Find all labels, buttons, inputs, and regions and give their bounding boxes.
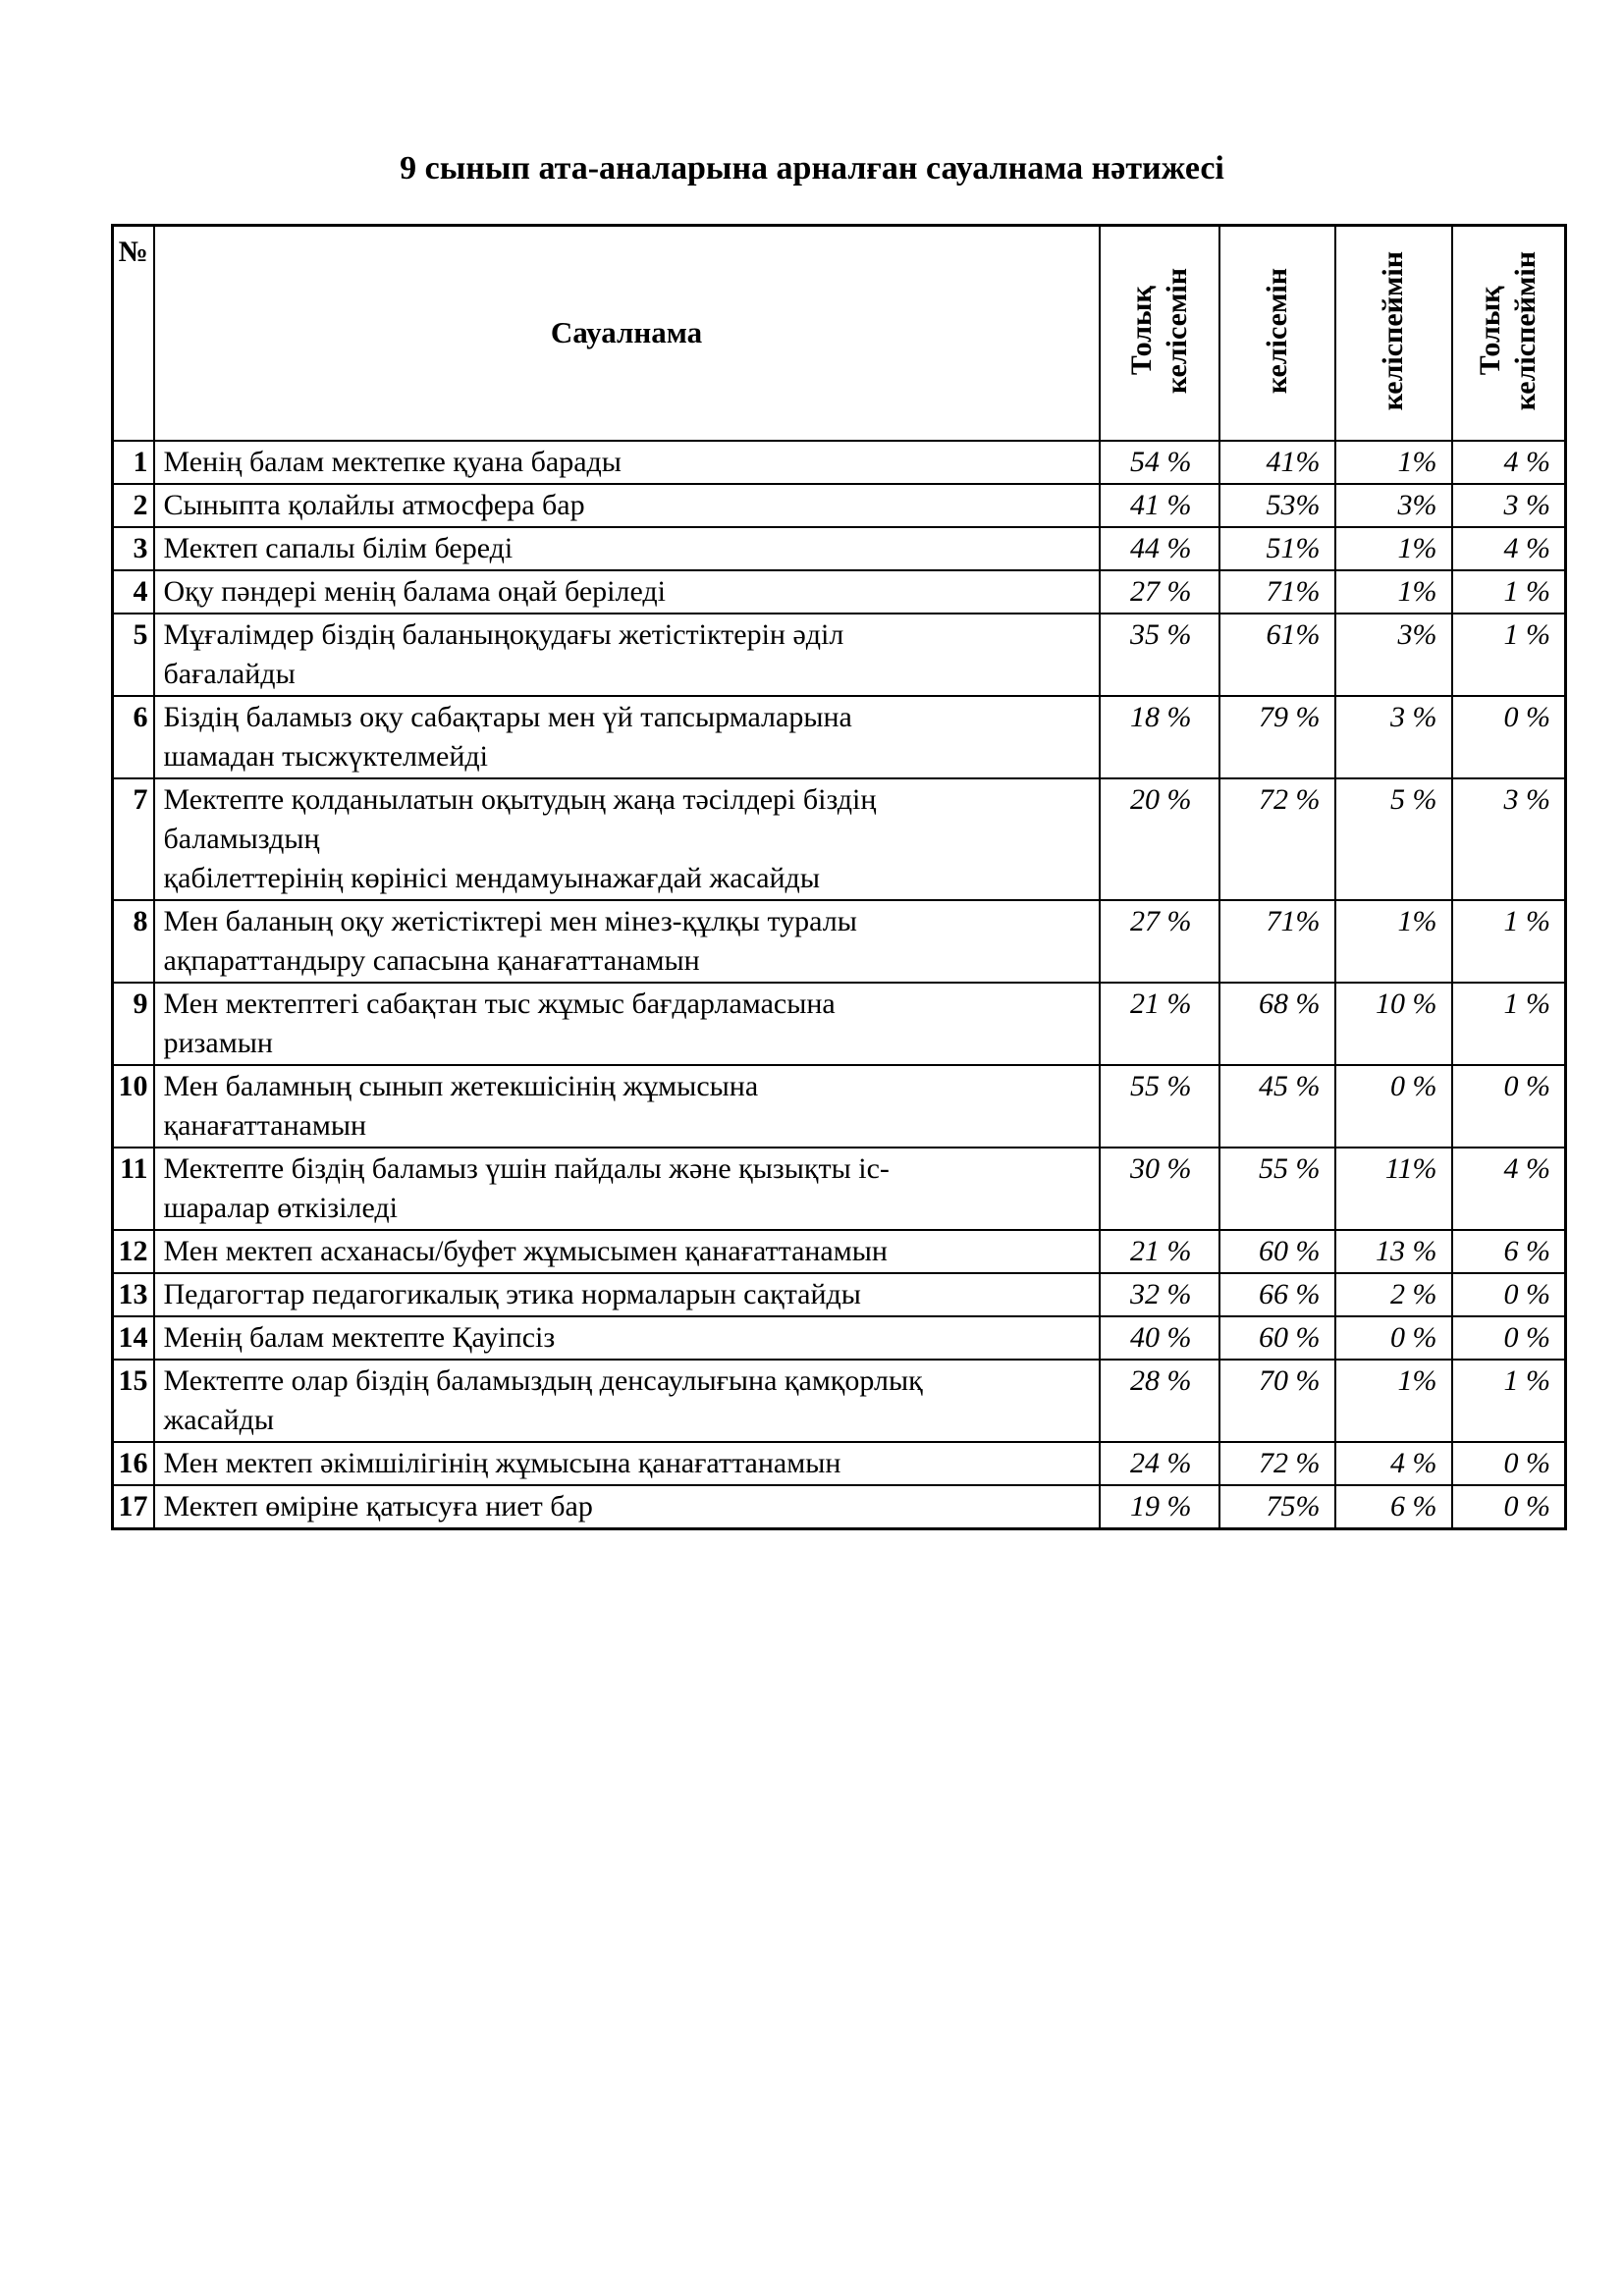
- fully-agree-value: 18 %: [1100, 696, 1219, 778]
- row-number: 4: [113, 570, 154, 614]
- question-text: Менің балам мектепте Қауіпсіз: [154, 1316, 1100, 1360]
- row-number: 13: [113, 1273, 154, 1316]
- agree-value: 66 %: [1219, 1273, 1335, 1316]
- fully-disagree-value: 0 %: [1452, 1273, 1566, 1316]
- agree-value: 55 %: [1219, 1148, 1335, 1230]
- question-text: Мен мектеп асханасы/буфет жұмысымен қанағаттанамын: [154, 1230, 1100, 1273]
- fully-disagree-value: 0 %: [1452, 1316, 1566, 1360]
- document-title: 9 сынып ата-аналарына арналған сауалнама нәтижесі: [400, 150, 1224, 187]
- question-text: Мектеп өміріне қатысуға ниет бар: [154, 1485, 1100, 1529]
- agree-value: 72 %: [1219, 1442, 1335, 1485]
- table-row: [113, 1148, 1566, 1230]
- agree-value: 79 %: [1219, 696, 1335, 778]
- agree-value: 61%: [1219, 614, 1335, 696]
- disagree-value: 1%: [1335, 441, 1452, 484]
- header-number: №: [113, 226, 154, 441]
- fully-agree-value: 54 %: [1100, 441, 1219, 484]
- survey-table-body: [113, 441, 1566, 1529]
- question-text: Менің балам мектепке қуана барады: [154, 441, 1100, 484]
- row-number: 3: [113, 527, 154, 570]
- disagree-value: 1%: [1335, 570, 1452, 614]
- disagree-value: 0 %: [1335, 1065, 1452, 1148]
- table-row: [113, 696, 1566, 778]
- agree-value: 71%: [1219, 900, 1335, 983]
- row-number: 11: [113, 1148, 154, 1230]
- fully-disagree-value: 1 %: [1452, 614, 1566, 696]
- fully-agree-value: 40 %: [1100, 1316, 1219, 1360]
- agree-value: 45 %: [1219, 1065, 1335, 1148]
- fully-agree-value: 28 %: [1100, 1360, 1219, 1442]
- row-number: 8: [113, 900, 154, 983]
- header-agree-label: келісемін: [1260, 267, 1293, 394]
- disagree-value: 2 %: [1335, 1273, 1452, 1316]
- fully-disagree-value: 4 %: [1452, 1148, 1566, 1230]
- question-text: Мен мектептегі сабақтан тыс жұмыс бағдарламасына ризамын: [154, 983, 1100, 1065]
- row-number: 17: [113, 1485, 154, 1529]
- fully-disagree-value: 3 %: [1452, 778, 1566, 900]
- table-row: [113, 614, 1566, 696]
- fully-agree-value: 32 %: [1100, 1273, 1219, 1316]
- agree-value: 72 %: [1219, 778, 1335, 900]
- row-number: 9: [113, 983, 154, 1065]
- disagree-value: 6 %: [1335, 1485, 1452, 1529]
- row-number: 12: [113, 1230, 154, 1273]
- table-row: [113, 983, 1566, 1065]
- question-text: Оқу пәндері менің балама оңай беріледі: [154, 570, 1100, 614]
- row-number: 7: [113, 778, 154, 900]
- row-number: 1: [113, 441, 154, 484]
- row-number: 16: [113, 1442, 154, 1485]
- row-number: 10: [113, 1065, 154, 1148]
- fully-agree-value: 19 %: [1100, 1485, 1219, 1529]
- header-disagree-label: келіспеймін: [1377, 250, 1409, 410]
- agree-value: 60 %: [1219, 1316, 1335, 1360]
- question-text: Мектеп сапалы білім береді: [154, 527, 1100, 570]
- question-text: Мен баламның сынып жетекшісінің жұмысына қанағаттанамын: [154, 1065, 1100, 1148]
- table-row: [113, 1485, 1566, 1529]
- fully-disagree-value: 1 %: [1452, 1360, 1566, 1442]
- header-fully-disagree: [1452, 226, 1566, 441]
- question-text: Мектепте біздің баламыз үшін пайдалы және қызықты іс- шаралар өткізіледі: [154, 1148, 1100, 1230]
- agree-value: 71%: [1219, 570, 1335, 614]
- fully-disagree-value: 1 %: [1452, 983, 1566, 1065]
- agree-value: 41%: [1219, 441, 1335, 484]
- question-text: Педагогтар педагогикалық этика нормаларын сақтайды: [154, 1273, 1100, 1316]
- question-text: Мен мектеп әкімшілігінің жұмысына қанағаттанамын: [154, 1442, 1100, 1485]
- disagree-value: 1%: [1335, 527, 1452, 570]
- table-row: [113, 1065, 1566, 1148]
- header-disagree: [1335, 226, 1452, 441]
- table-header-row: [113, 226, 1566, 441]
- fully-agree-value: 21 %: [1100, 1230, 1219, 1273]
- fully-disagree-value: 0 %: [1452, 1485, 1566, 1529]
- agree-value: 70 %: [1219, 1360, 1335, 1442]
- agree-value: 60 %: [1219, 1230, 1335, 1273]
- fully-agree-value: 27 %: [1100, 570, 1219, 614]
- header-question: Сауалнама: [154, 226, 1100, 441]
- table-row: [113, 1316, 1566, 1360]
- table-row: [113, 1442, 1566, 1485]
- fully-agree-value: 20 %: [1100, 778, 1219, 900]
- disagree-value: 5 %: [1335, 778, 1452, 900]
- fully-agree-value: 21 %: [1100, 983, 1219, 1065]
- disagree-value: 1%: [1335, 900, 1452, 983]
- disagree-value: 3%: [1335, 614, 1452, 696]
- question-text: Мектепте олар біздің баламыздың денсаулығына қамқорлық жасайды: [154, 1360, 1100, 1442]
- table-row: [113, 1360, 1566, 1442]
- fully-disagree-value: 0 %: [1452, 1065, 1566, 1148]
- agree-value: 51%: [1219, 527, 1335, 570]
- question-text: Мен баланың оқу жетістіктері мен мінез-құлқы туралы ақпараттандыру сапасына қанағаттанамын: [154, 900, 1100, 983]
- question-text: Сыныпта қолайлы атмосфера бар: [154, 484, 1100, 527]
- fully-disagree-value: 4 %: [1452, 441, 1566, 484]
- header-agree: [1219, 226, 1335, 441]
- row-number: 14: [113, 1316, 154, 1360]
- disagree-value: 1%: [1335, 1360, 1452, 1442]
- fully-agree-value: 27 %: [1100, 900, 1219, 983]
- fully-agree-value: 44 %: [1100, 527, 1219, 570]
- question-text: Мұғалімдер біздің баланыңоқудағы жетістіктерін әділ бағалайды: [154, 614, 1100, 696]
- header-fully-agree: [1100, 226, 1219, 441]
- row-number: 6: [113, 696, 154, 778]
- disagree-value: 3 %: [1335, 696, 1452, 778]
- table-row: [113, 778, 1566, 900]
- disagree-value: 3%: [1335, 484, 1452, 527]
- row-number: 15: [113, 1360, 154, 1442]
- fully-agree-value: 30 %: [1100, 1148, 1219, 1230]
- fully-disagree-value: 1 %: [1452, 570, 1566, 614]
- question-text: Мектепте қолданылатын оқытудың жаңа тәсілдері біздің баламыздың қабілеттерінің көрінісі мендамуынажағдай жасайды: [154, 778, 1100, 900]
- disagree-value: 0 %: [1335, 1316, 1452, 1360]
- row-number: 2: [113, 484, 154, 527]
- agree-value: 75%: [1219, 1485, 1335, 1529]
- table-row: [113, 900, 1566, 983]
- fully-disagree-value: 4 %: [1452, 527, 1566, 570]
- fully-agree-value: 41 %: [1100, 484, 1219, 527]
- disagree-value: 10 %: [1335, 983, 1452, 1065]
- header-fully-disagree-label: Толық келіспеймін: [1474, 250, 1543, 410]
- fully-agree-value: 55 %: [1100, 1065, 1219, 1148]
- header-fully-agree-label: Толық келісемін: [1124, 267, 1193, 394]
- table-row: [113, 570, 1566, 614]
- agree-value: 53%: [1219, 484, 1335, 527]
- survey-results-table: [111, 224, 1567, 1530]
- table-row: [113, 527, 1566, 570]
- table-row: [113, 1230, 1566, 1273]
- table-row: [113, 441, 1566, 484]
- fully-disagree-value: 1 %: [1452, 900, 1566, 983]
- fully-disagree-value: 6 %: [1452, 1230, 1566, 1273]
- fully-agree-value: 35 %: [1100, 614, 1219, 696]
- fully-agree-value: 24 %: [1100, 1442, 1219, 1485]
- disagree-value: 4 %: [1335, 1442, 1452, 1485]
- row-number: 5: [113, 614, 154, 696]
- fully-disagree-value: 0 %: [1452, 1442, 1566, 1485]
- table-row: [113, 1273, 1566, 1316]
- fully-disagree-value: 0 %: [1452, 696, 1566, 778]
- disagree-value: 11%: [1335, 1148, 1452, 1230]
- fully-disagree-value: 3 %: [1452, 484, 1566, 527]
- question-text: Біздің баламыз оқу сабақтары мен үй тапсырмаларына шамадан тысжүктелмейді: [154, 696, 1100, 778]
- table-row: [113, 484, 1566, 527]
- agree-value: 68 %: [1219, 983, 1335, 1065]
- disagree-value: 13 %: [1335, 1230, 1452, 1273]
